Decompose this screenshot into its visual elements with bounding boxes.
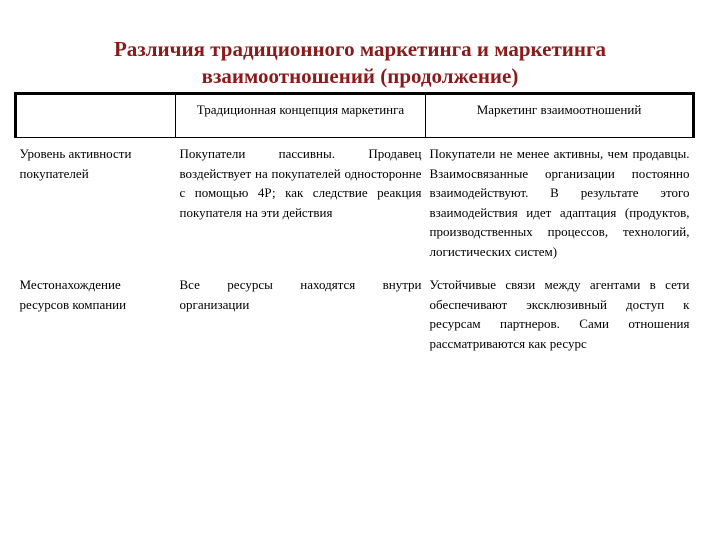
header-relationship: Маркетинг взаимоотношений bbox=[426, 94, 694, 138]
row-criterion: Местонахождение ресурсов компании bbox=[19, 277, 127, 312]
title-line-1: Различия традиционного маркетинга и маркетинга bbox=[113, 37, 606, 61]
header-traditional: Традиционная концепция маркетинга bbox=[176, 94, 426, 138]
row-relationship: Устойчивые связи между агентами в сети обеспечивают эксклюзивный доступ к ресурсам партнеров. Сами отношения рассматриваются как ресурс bbox=[429, 277, 690, 351]
row-criterion: Уровень активности покупателей bbox=[19, 146, 132, 181]
comparison-table-container bbox=[14, 92, 692, 361]
comparison-table bbox=[14, 92, 695, 361]
row-relationship: Покупатели не менее активны, чем продавцы. Взаимосвязанные организации постоянно взаимодействуют. В результате этого взаимодействия идет адаптация (продуктов, производственных процессов, технологий, логистических систем) bbox=[429, 146, 690, 259]
row-traditional: Все ресурсы находятся внутри организации bbox=[179, 277, 422, 312]
title-line-2: взаимоотношений (продолжение) bbox=[201, 64, 519, 88]
table-header-row bbox=[16, 94, 694, 138]
header-empty-cell bbox=[16, 94, 176, 138]
table-row bbox=[16, 138, 694, 270]
slide-title bbox=[40, 36, 680, 90]
table-row bbox=[16, 269, 694, 361]
row-traditional: Покупатели пассивны. Продавец воздействует на покупателей односторонне с помощью 4Р; как следствие реакция покупателя на эти действия bbox=[179, 146, 422, 220]
